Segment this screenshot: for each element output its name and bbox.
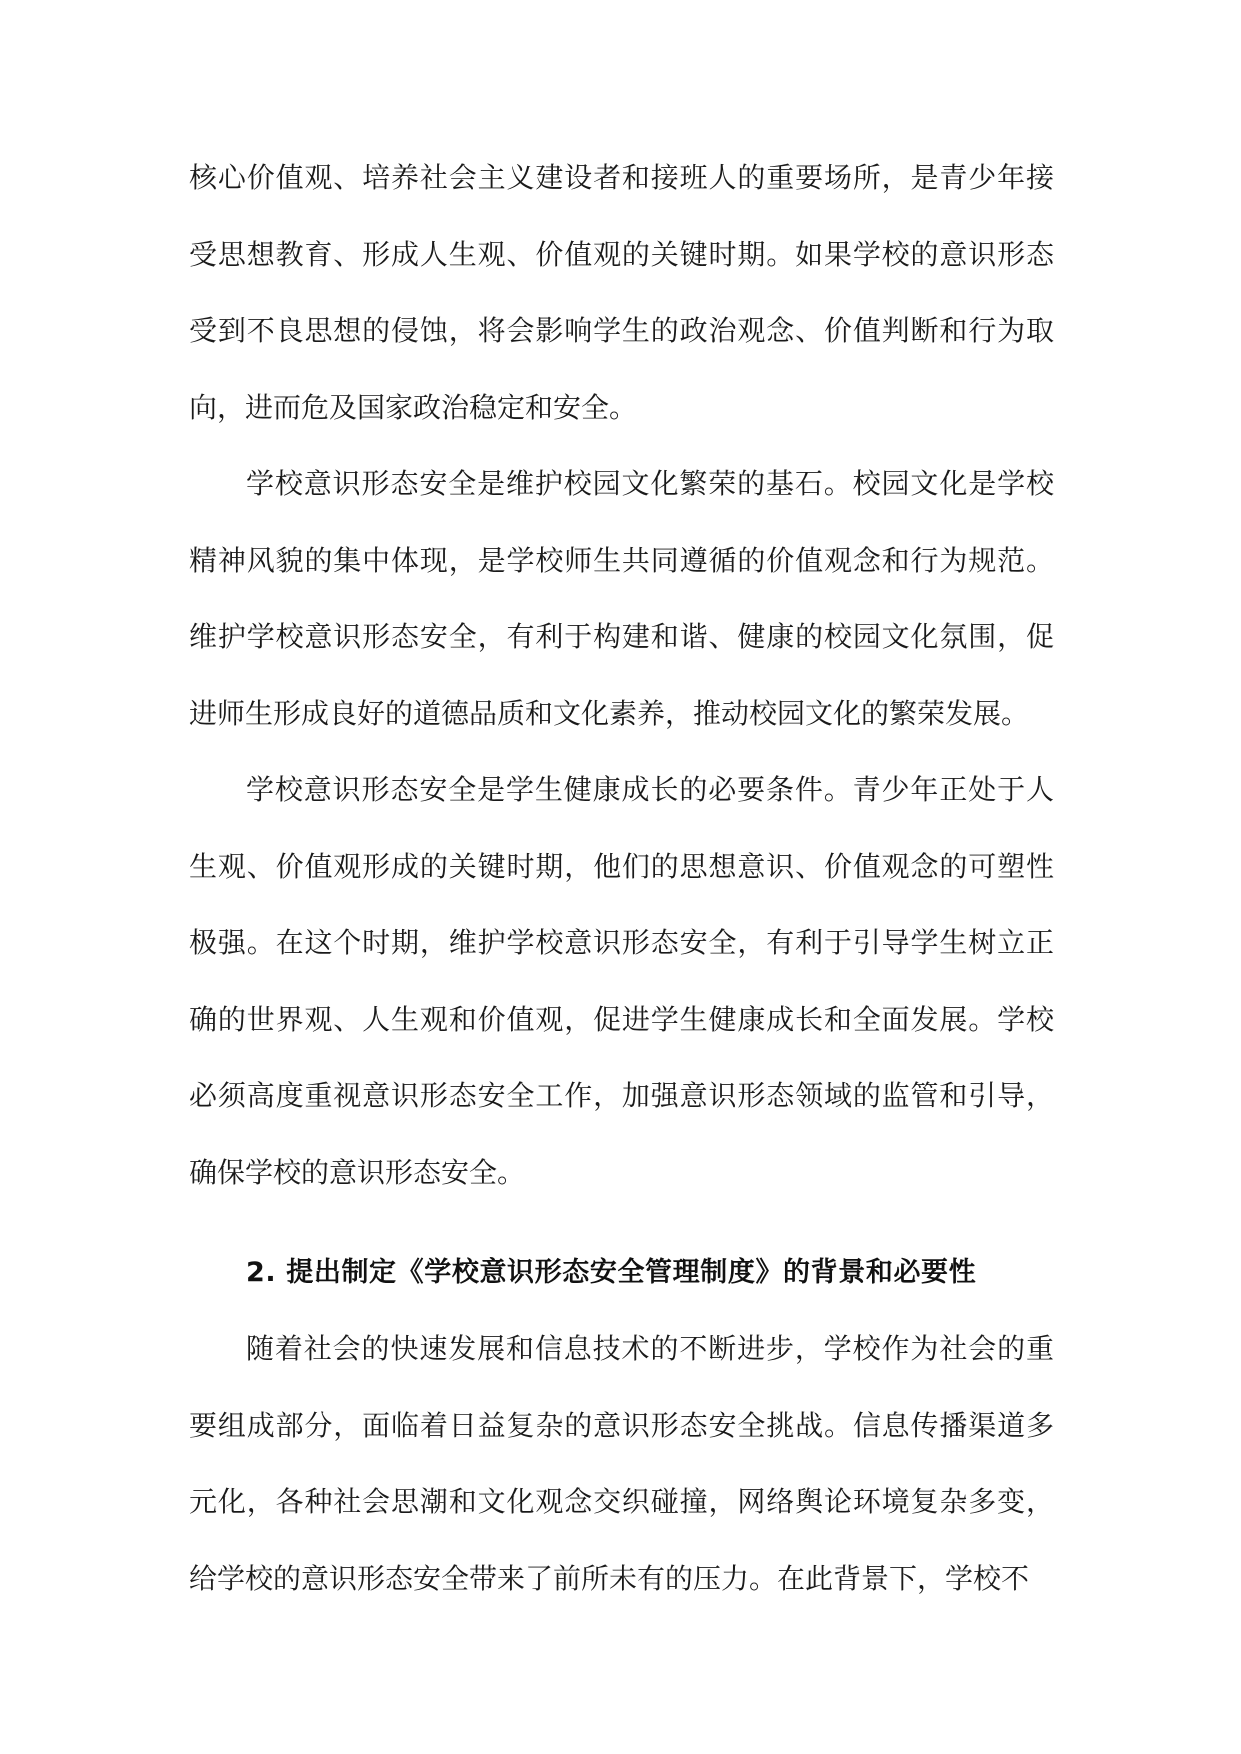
section-heading: 2. 提出制定《学校意识形态安全管理制度》的背景和必要性 [246,1257,977,1288]
paragraph-campus-culture: 学校意识形态安全是维护校园文化繁荣的基石。校园文化是学校精神风貌的集中体现，是学校师生共同遵循的价值观念和行为规范。维护学校意识形态安全，有利于构建和谐、健康的校园文化氛围，促进师生形成良好的道德品质和文化素养，推动校园文化的繁荣发展。 [189,467,1054,730]
paragraph-continued: 核心价值观、培养社会主义建设者和接班人的重要场所，是青少年接受思想教育、形成人生观、价值观的关键时期。如果学校的意识形态受到不良思想的侵蚀，将会影响学生的政治观念、价值判断和行为取向，进而危及国家政治稳定和安全。 [189,161,1054,424]
paragraph-background: 随着社会的快速发展和信息技术的不断进步，学校作为社会的重要组成部分，面临着日益复杂的意识形态安全挑战。信息传播渠道多元化，各种社会思潮和文化观念交织碰撞，网络舆论环境复杂多变，给学校的意识形态安全带来了前所未有的压力。在此背景下，学校不 [189,1332,1054,1595]
document-body [189,140,1054,1617]
paragraph-student-growth: 学校意识形态安全是学生健康成长的必要条件。青少年正处于人生观、价值观形成的关键时期，他们的思想意识、价值观念的可塑性极强。在这个时期，维护学校意识形态安全，有利于引导学生树立正确的世界观、人生观和价值观，促进学生健康成长和全面发展。学校必须高度重视意识形态安全工作，加强意识形态领域的监管和引导，确保学校的意识形态安全。 [189,773,1054,1189]
